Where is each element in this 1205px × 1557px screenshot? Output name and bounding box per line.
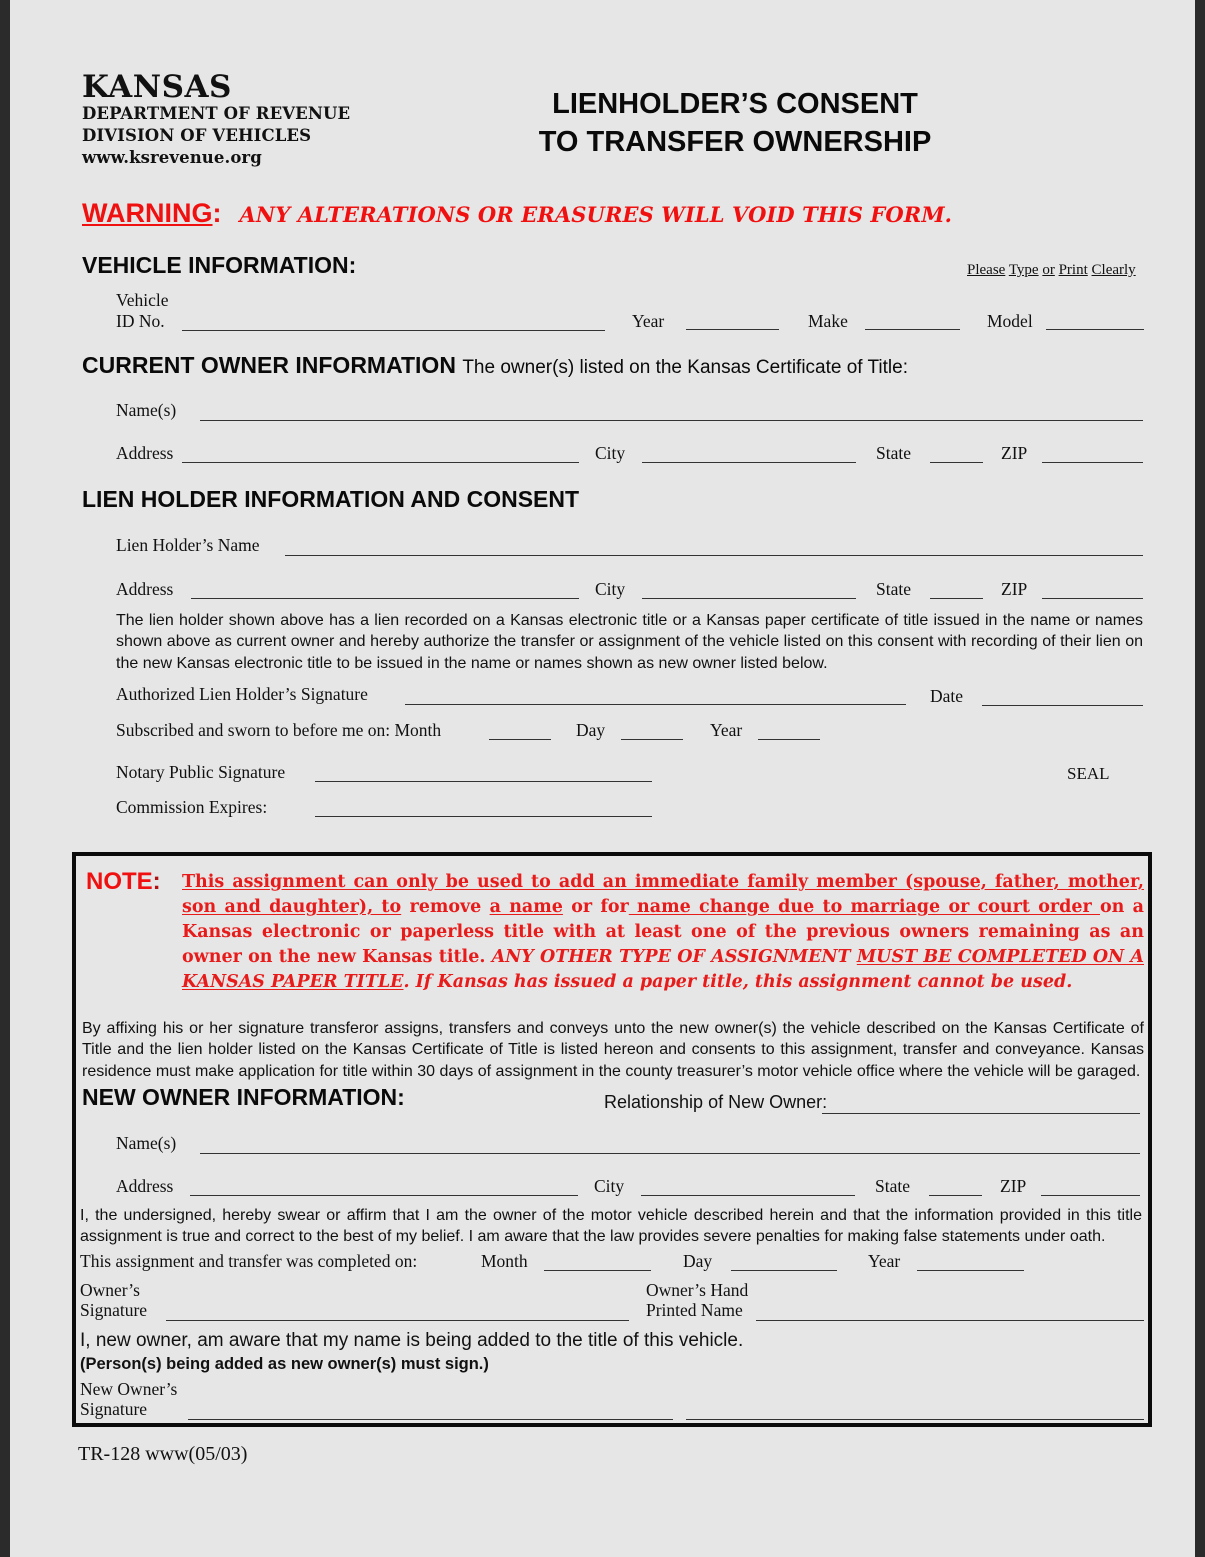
new-owner-signature-line-left[interactable]	[188, 1419, 673, 1420]
type-or-print-hint	[967, 262, 1136, 279]
division-line: DIVISION OF VEHICLES	[82, 125, 312, 145]
vin-label-line-2: ID No.	[116, 311, 165, 331]
note-seg-1: This assignment can only be used to add an immediate family member (spouse, father, mother, son and daughter), to	[182, 872, 1144, 918]
new-owner-signature-label-line-1: New Owner’s	[80, 1379, 178, 1399]
current-owner-zip-line[interactable]	[1042, 462, 1143, 463]
owner-signature-label-line-2: Signature	[80, 1300, 148, 1320]
seal-label: SEAL	[1067, 764, 1110, 783]
sworn-day-label: Day	[576, 720, 606, 740]
model-input-line[interactable]	[1046, 329, 1144, 330]
completed-day-line[interactable]	[731, 1270, 837, 1271]
sworn-month-line[interactable]	[489, 739, 551, 740]
lien-date-label: Date	[930, 686, 964, 706]
hint-word-or: or	[1042, 262, 1055, 278]
warning-label: WARNING	[82, 198, 213, 228]
note-seg-4: or	[562, 897, 601, 918]
vin-input-line[interactable]	[182, 330, 605, 331]
current-owner-names-line[interactable]	[200, 420, 1143, 421]
commission-expires-label: Commission Expires:	[116, 797, 268, 817]
new-owner-signature-label-line-2: Signature	[80, 1399, 148, 1419]
current-owner-address-label: Address	[116, 443, 174, 463]
note-seg-9: MUST BE COMPLETED ON A KANSAS PAPER TITLE	[182, 947, 1145, 993]
note-box	[72, 852, 1152, 1427]
hint-word-type: Type	[1008, 262, 1039, 278]
warning-colon: :	[212, 198, 222, 228]
note-label: NOTE	[86, 868, 153, 895]
new-owner-city-line[interactable]	[641, 1195, 855, 1196]
transfer-paragraph: By affixing his or her signature transferor assigns, transfers and conveys unto the new owner(s) the vehicle described on the Kansas Certificate of Title and the lien holder listed on the Kansas Certificate of Title is listed hereon and consents to this assignment, transfer and conveyance. Kansas residence must make application for title within 30 days of assignment in the county treasurer’s motor vehicle office where the vehicle will be garaged.	[82, 1020, 1144, 1080]
new-owner-zip-label: ZIP	[1000, 1176, 1027, 1196]
note-label-block	[86, 868, 161, 896]
completed-month-line[interactable]	[544, 1270, 651, 1271]
form-title-line-1: LIENHOLDER’S CONSENT	[552, 88, 918, 120]
hint-word-print: Print	[1058, 262, 1088, 278]
document-page	[10, 0, 1195, 1557]
current-owner-heading	[82, 352, 908, 379]
new-owner-zip-line[interactable]	[1041, 1195, 1140, 1196]
completed-year-label: Year	[868, 1251, 901, 1271]
lien-holder-state-line[interactable]	[930, 598, 983, 599]
note-seg-8: ANY OTHER TYPE OF ASSIGNMENT	[491, 947, 857, 968]
completed-year-line[interactable]	[917, 1270, 1024, 1271]
current-owner-city-label: City	[595, 443, 626, 463]
note-seg-7: on a Kansas electronic or paperless title with at least one of the previous owners remaining as an owner on the new Kansas title.	[182, 897, 1145, 968]
relationship-input-line[interactable]	[822, 1113, 1140, 1114]
completed-on-label: This assignment and transfer was completed on:	[80, 1251, 418, 1271]
form-title	[340, 86, 1130, 161]
notary-signature-line[interactable]	[315, 781, 652, 782]
completed-day-label: Day	[683, 1251, 713, 1271]
new-owner-heading: NEW OWNER INFORMATION:	[82, 1084, 405, 1110]
new-owner-signature-line-right[interactable]	[686, 1419, 1144, 1420]
new-owner-names-label: Name(s)	[116, 1133, 177, 1153]
note-seg-6: name change due to marriage or court order	[628, 897, 1100, 918]
vehicle-information-heading: VEHICLE INFORMATION:	[82, 252, 357, 278]
department-line: DEPARTMENT OF REVENUE	[82, 104, 351, 123]
year-label: Year	[632, 311, 665, 331]
commission-expires-line[interactable]	[315, 816, 652, 817]
lien-holder-zip-label: ZIP	[1001, 579, 1028, 599]
lien-date-line[interactable]	[982, 705, 1143, 706]
agency-name: KANSAS	[82, 69, 232, 105]
owner-printed-name-line[interactable]	[756, 1320, 1144, 1321]
current-owner-zip-label: ZIP	[1001, 443, 1028, 463]
form-title-line-2: TO TRANSFER OWNERSHIP	[538, 125, 932, 158]
warning-banner	[82, 198, 952, 229]
new-owner-address-label: Address	[116, 1176, 174, 1196]
note-paragraph	[182, 870, 1144, 995]
notary-signature-label: Notary Public Signature	[116, 762, 286, 782]
owner-printed-name-label-line-2: Printed Name	[646, 1300, 743, 1320]
new-owner-city-label: City	[594, 1176, 625, 1196]
new-owner-aware-line-1: I, new owner, am aware that my name is being added to the title of this vehicle.	[80, 1330, 744, 1351]
agency-website: www.ksrevenue.org	[82, 147, 262, 167]
new-owner-aware-line-2: (Person(s) being added as new owner(s) must sign.)	[80, 1355, 489, 1373]
lien-signature-label: Authorized Lien Holder’s Signature	[116, 684, 368, 704]
lien-holder-address-line[interactable]	[191, 598, 579, 599]
owner-affirmation-paragraph: I, the undersigned, hereby swear or affirm that I am the owner of the motor vehicle described herein and that the information provided in this title assignment is true and correct to the best of my belief. I am aware that the law provides severe penalties for making false statements under oath.	[80, 1207, 1142, 1246]
lien-holder-name-label: Lien Holder’s Name	[116, 535, 260, 555]
sworn-year-line[interactable]	[758, 739, 820, 740]
note-seg-2: remove	[401, 897, 490, 918]
owner-printed-name-label-line-1: Owner’s Hand	[646, 1280, 749, 1300]
agency-header-block	[82, 69, 351, 169]
lien-consent-paragraph: The lien holder shown above has a lien recorded on a Kansas electronic title or a Kansas paper certificate of title issued in the name or names shown above as current owner and hereby authorize the transfer or assignment of the vehicle listed on this consent with recording of their lien on the new Kansas electronic title to be issued in the name or names shown as new owner listed below.	[116, 612, 1143, 672]
vin-label-line-1: Vehicle	[116, 290, 169, 310]
relationship-label: Relationship of New Owner	[604, 1092, 823, 1112]
new-owner-state-line[interactable]	[929, 1195, 982, 1196]
completed-month-label: Month	[481, 1251, 528, 1271]
lien-holder-address-label: Address	[116, 579, 174, 599]
current-owner-names-label: Name(s)	[116, 400, 177, 420]
current-owner-address-line[interactable]	[182, 462, 579, 463]
current-owner-city-line[interactable]	[642, 462, 856, 463]
model-label: Model	[987, 311, 1033, 331]
note-seg-3: a name	[489, 897, 563, 918]
lien-holder-city-label: City	[595, 579, 626, 599]
make-label: Make	[808, 311, 848, 331]
hint-word-clearly: Clearly	[1091, 262, 1136, 278]
owner-signature-label-line-1: Owner’s	[80, 1280, 140, 1300]
hint-word-please: Please	[967, 262, 1006, 278]
sworn-day-line[interactable]	[621, 739, 683, 740]
lien-signature-line[interactable]	[405, 704, 906, 705]
lien-holder-name-line[interactable]	[285, 555, 1143, 556]
new-owner-address-line[interactable]	[190, 1195, 578, 1196]
relationship-colon: :	[822, 1092, 828, 1112]
lien-holder-zip-line[interactable]	[1042, 598, 1143, 599]
warning-text: ANY ALTERATIONS OR ERASURES WILL VOID THIS FORM.	[239, 202, 953, 227]
form-id-footer: TR-128 www(05/03)	[78, 1443, 248, 1465]
lien-holder-city-line[interactable]	[642, 598, 856, 599]
year-input-line[interactable]	[686, 329, 779, 330]
new-owner-state-label: State	[875, 1176, 910, 1196]
lien-holder-state-label: State	[876, 579, 911, 599]
note-seg-5: for	[600, 897, 629, 918]
current-owner-heading-text: CURRENT OWNER INFORMATION	[82, 352, 456, 378]
note-colon: :	[152, 868, 161, 895]
owner-signature-line[interactable]	[166, 1320, 629, 1321]
relationship-label-block	[604, 1092, 827, 1113]
sworn-year-label: Year	[710, 720, 743, 740]
lien-holder-heading: LIEN HOLDER INFORMATION AND CONSENT	[82, 486, 580, 512]
note-seg-10: . If Kansas has issued a paper title, this assignment cannot be used.	[403, 972, 1073, 993]
current-owner-state-label: State	[876, 443, 911, 463]
current-owner-subheading: The owner(s) listed on the Kansas Certificate of Title:	[462, 357, 908, 378]
sworn-before-label: Subscribed and sworn to before me on: Month	[116, 720, 442, 740]
make-input-line[interactable]	[865, 329, 960, 330]
new-owner-names-line[interactable]	[200, 1153, 1140, 1154]
current-owner-state-line[interactable]	[930, 462, 983, 463]
